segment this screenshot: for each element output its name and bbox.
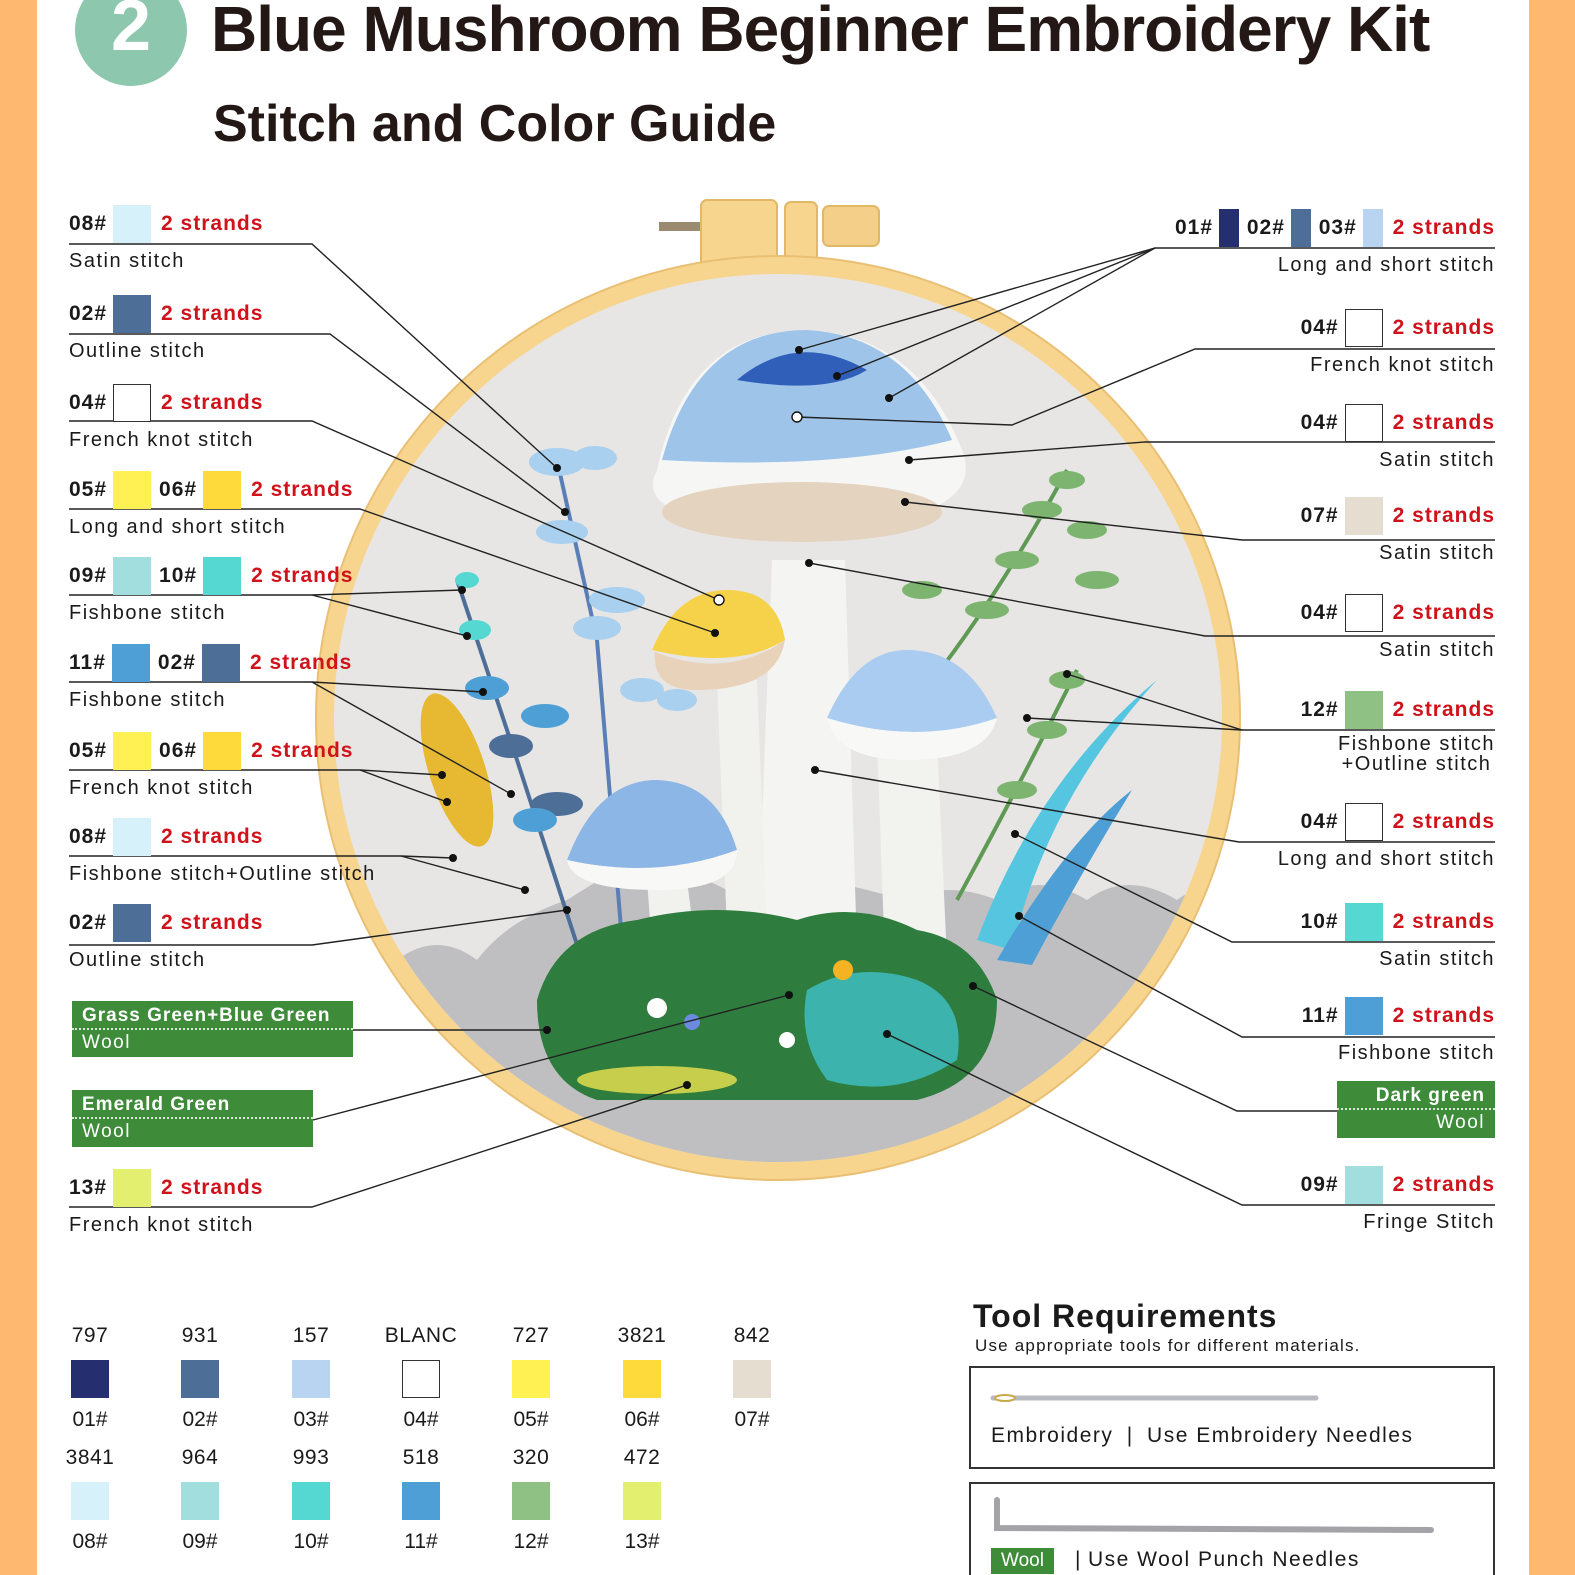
color-swatch xyxy=(203,557,241,595)
page-title: Blue Mushroom Beginner Embroidery Kit xyxy=(211,0,1430,65)
tool-wool-desc: Use Wool Punch Needles xyxy=(1087,1548,1360,1571)
color-swatch xyxy=(1345,1166,1383,1204)
color-swatch xyxy=(1345,497,1383,535)
stitch-label xyxy=(1175,593,1495,663)
guide-sheet xyxy=(37,0,1529,1575)
dmc-number: BLANC xyxy=(384,1324,458,1347)
color-swatch xyxy=(1345,404,1383,442)
stitch-label xyxy=(1175,802,1495,872)
strands-count: 2 strands xyxy=(251,739,354,762)
palette-code: 10# xyxy=(293,1530,329,1553)
dmc-number: 472 xyxy=(623,1446,661,1469)
stitch-label xyxy=(1175,996,1495,1066)
thread-code: 02# xyxy=(69,302,108,325)
stitch-name: Fishbone stitch+Outline stitch xyxy=(69,863,376,885)
stitch-name: Satin stitch xyxy=(1379,449,1495,471)
dmc-number: 931 xyxy=(181,1324,219,1347)
thread-code: 04# xyxy=(1300,810,1339,833)
thread-code: 10# xyxy=(159,564,198,587)
tool-embroidery-box: Embroidery | Use Embroidery Needles xyxy=(969,1366,1495,1469)
strands-count: 2 strands xyxy=(161,212,264,235)
palette-code: 03# xyxy=(293,1408,329,1431)
palette-cell xyxy=(50,1324,130,1432)
color-swatch xyxy=(203,471,241,509)
thread-code: 09# xyxy=(1300,1173,1339,1196)
palette-chip xyxy=(71,1360,109,1398)
thread-row xyxy=(1175,308,1495,348)
stitch-name: Long and short stitch xyxy=(1277,848,1495,870)
strands-count: 2 strands xyxy=(1392,1004,1495,1027)
color-swatch xyxy=(1363,209,1383,247)
stitch-label xyxy=(69,903,389,973)
dmc-number: 993 xyxy=(292,1446,330,1469)
color-swatch xyxy=(1291,209,1311,247)
dmc-number: 842 xyxy=(733,1324,771,1347)
wool-box-grass-green xyxy=(72,1001,353,1057)
palette-chip xyxy=(181,1360,219,1398)
color-swatch xyxy=(113,384,151,422)
strands-count: 2 strands xyxy=(1392,910,1495,933)
thread-row xyxy=(1175,403,1495,443)
palette-cell xyxy=(602,1446,682,1554)
thread-row xyxy=(1175,996,1495,1036)
thread-code: 04# xyxy=(69,391,108,414)
color-swatch xyxy=(1345,691,1383,729)
thread-code: 12# xyxy=(1300,698,1339,721)
palette-chip xyxy=(402,1482,440,1520)
stitch-label xyxy=(1175,1165,1495,1235)
palette-code: 11# xyxy=(404,1530,438,1553)
strands-count: 2 strands xyxy=(1392,810,1495,833)
strands-count: 2 strands xyxy=(251,478,354,501)
thread-code: 01# xyxy=(1175,216,1214,239)
palette-chip xyxy=(623,1360,661,1398)
strands-count: 2 strands xyxy=(161,1176,264,1199)
color-swatch xyxy=(113,732,151,770)
stitch-name: Fishbone stitch xyxy=(1337,733,1495,755)
thread-row xyxy=(1175,1165,1495,1205)
palette-chip xyxy=(512,1482,550,1520)
stitch-label xyxy=(69,1168,389,1238)
color-swatch xyxy=(113,1169,151,1207)
palette-chip xyxy=(71,1482,109,1520)
stitch-label xyxy=(69,383,389,453)
palette-cell xyxy=(160,1324,240,1432)
embroidery-needle-icon xyxy=(971,1368,1493,1428)
wool-name: Grass Green+Blue Green xyxy=(72,1001,353,1030)
stitch-name: Satin stitch xyxy=(1379,639,1495,661)
palette-cell xyxy=(712,1324,792,1432)
stitch-label xyxy=(69,470,389,540)
stitch-name: French knot stitch xyxy=(69,429,254,451)
stitch-label xyxy=(69,817,389,887)
tool-wool-label: Wool xyxy=(991,1548,1054,1574)
stitch-name: French knot stitch xyxy=(1310,354,1495,376)
dmc-number: 518 xyxy=(402,1446,440,1469)
thread-code: 05# xyxy=(69,739,108,762)
palette-code: 09# xyxy=(182,1530,218,1553)
thread-code: 04# xyxy=(1300,601,1339,624)
palette-code: 13# xyxy=(624,1530,660,1553)
thread-code: 06# xyxy=(159,739,198,762)
palette-cell xyxy=(381,1324,461,1432)
strands-count: 2 strands xyxy=(249,651,353,674)
stitch-label xyxy=(1175,902,1495,972)
thread-row xyxy=(69,294,389,334)
thread-code: 06# xyxy=(159,478,198,501)
wool-name: Emerald Green xyxy=(72,1090,313,1119)
step-number-badge: 2 xyxy=(75,0,187,86)
thread-code: 11# xyxy=(1301,1004,1339,1027)
color-swatch xyxy=(1345,903,1383,941)
stitch-name: Outline stitch xyxy=(69,340,206,362)
thread-row xyxy=(69,383,389,423)
stitch-name: Satin stitch xyxy=(1379,948,1495,970)
stitch-label xyxy=(69,643,389,713)
strands-count: 2 strands xyxy=(161,391,264,414)
color-swatch xyxy=(113,471,151,509)
stitch-label xyxy=(1175,308,1495,378)
color-swatch xyxy=(202,644,240,682)
wool-type: Wool xyxy=(1436,1112,1485,1133)
stitch-label xyxy=(1175,403,1495,473)
wool-box-emerald-green xyxy=(72,1090,313,1147)
thread-row xyxy=(1175,208,1495,248)
thread-code: 09# xyxy=(69,564,108,587)
palette-chip xyxy=(292,1482,330,1520)
color-swatch xyxy=(1345,594,1383,632)
palette-cell xyxy=(491,1324,571,1432)
thread-code: 13# xyxy=(69,1176,108,1199)
page-subtitle: Stitch and Color Guide xyxy=(213,95,777,153)
wool-type: Wool xyxy=(82,1121,131,1142)
stitch-name: Long and short stitch xyxy=(1277,254,1495,276)
strands-count: 2 strands xyxy=(1392,216,1495,239)
palette-cell xyxy=(271,1446,351,1554)
palette-chip xyxy=(402,1360,440,1398)
stitch-label xyxy=(69,556,389,626)
palette-code: 08# xyxy=(72,1530,108,1553)
dmc-number: 320 xyxy=(512,1446,550,1469)
thread-row xyxy=(1175,690,1495,730)
thread-code: 02# xyxy=(1246,216,1285,239)
thread-row xyxy=(69,556,389,596)
tool-requirements-subtitle: Use appropriate tools for different materials. xyxy=(975,1336,1361,1355)
thread-code: 08# xyxy=(69,212,108,235)
palette-code: 01# xyxy=(72,1408,108,1431)
dmc-number: 964 xyxy=(181,1446,219,1469)
stitch-name: Fishbone stitch xyxy=(69,602,227,624)
tool-embroidery-desc: Use Embroidery Needles xyxy=(1147,1424,1414,1447)
palette-code: 12# xyxy=(513,1530,549,1553)
palette-chip xyxy=(181,1482,219,1520)
thread-code: 11# xyxy=(69,651,106,674)
strands-count: 2 strands xyxy=(1392,1173,1495,1196)
palette-code: 02# xyxy=(182,1408,218,1431)
palette-cell xyxy=(602,1324,682,1432)
strands-count: 2 strands xyxy=(1392,316,1495,339)
thread-code: 05# xyxy=(69,478,108,501)
stitch-name: Fishbone stitch xyxy=(1337,1042,1495,1064)
color-swatch xyxy=(113,557,151,595)
stitch-name: Outline stitch xyxy=(69,949,206,971)
thread-code: 10# xyxy=(1300,910,1339,933)
strands-count: 2 strands xyxy=(1392,411,1495,434)
strands-count: 2 strands xyxy=(1392,504,1495,527)
color-swatch xyxy=(1345,309,1383,347)
wool-box-dark-green xyxy=(1337,1081,1495,1138)
thread-row xyxy=(69,903,389,943)
stitch-label xyxy=(69,731,389,801)
thread-code: 04# xyxy=(1300,316,1339,339)
stitch-name: Fringe Stitch xyxy=(1363,1211,1495,1233)
palette-cell xyxy=(160,1446,240,1554)
stitch-name: Satin stitch xyxy=(69,250,185,272)
thread-row xyxy=(1175,496,1495,536)
palette-code: 07# xyxy=(734,1408,770,1431)
dmc-number: 797 xyxy=(71,1324,109,1347)
stitch-label xyxy=(69,204,389,274)
thread-row xyxy=(69,1168,389,1208)
palette-code: 04# xyxy=(403,1408,439,1431)
dmc-number: 3821 xyxy=(617,1324,667,1347)
color-swatch xyxy=(113,904,151,942)
tool-wool-box: Wool | Use Wool Punch Needles xyxy=(969,1482,1495,1575)
palette-code: 05# xyxy=(513,1408,549,1431)
stitch-label xyxy=(69,294,389,364)
palette-chip xyxy=(623,1482,661,1520)
wool-type: Wool xyxy=(82,1032,131,1053)
stitch-name: Fishbone stitch xyxy=(69,689,227,711)
thread-row xyxy=(69,204,389,244)
thread-code: 02# xyxy=(157,651,196,674)
thread-row xyxy=(1175,802,1495,842)
palette-cell xyxy=(50,1446,130,1554)
thread-code: 03# xyxy=(1318,216,1357,239)
color-swatch xyxy=(1345,803,1383,841)
stitch-label xyxy=(1175,690,1495,775)
palette-cell xyxy=(491,1446,571,1554)
strands-count: 2 strands xyxy=(1392,698,1495,721)
wool-name: Dark green xyxy=(1337,1081,1495,1110)
stitch-name: Satin stitch xyxy=(1379,542,1495,564)
palette-chip xyxy=(292,1360,330,1398)
strands-count: 2 strands xyxy=(161,911,264,934)
dmc-number: 3841 xyxy=(65,1446,115,1469)
thread-row xyxy=(1175,593,1495,633)
stitch-label xyxy=(1175,208,1495,278)
stitch-name: French knot stitch xyxy=(69,777,254,799)
thread-row xyxy=(1175,902,1495,942)
strands-count: 2 strands xyxy=(161,825,264,848)
stitch-label xyxy=(1175,496,1495,566)
strands-count: 2 strands xyxy=(1392,601,1495,624)
palette-cell xyxy=(381,1446,461,1554)
thread-row xyxy=(69,731,389,771)
palette-chip xyxy=(512,1360,550,1398)
color-swatch xyxy=(113,818,151,856)
tool-requirements-title: Tool Requirements xyxy=(973,1298,1278,1334)
dmc-number: 157 xyxy=(292,1324,330,1347)
thread-code: 08# xyxy=(69,825,108,848)
stitch-name: French knot stitch xyxy=(69,1214,254,1236)
stitch-name: Long and short stitch xyxy=(69,516,287,538)
color-swatch xyxy=(1345,997,1383,1035)
thread-code: 07# xyxy=(1300,504,1339,527)
stitch-name-line2: +Outline stitch xyxy=(1341,753,1492,775)
color-swatch xyxy=(203,732,241,770)
thread-code: 02# xyxy=(69,911,108,934)
strands-count: 2 strands xyxy=(251,564,354,587)
palette-cell xyxy=(271,1324,351,1432)
color-swatch xyxy=(113,205,151,243)
thread-row xyxy=(69,470,389,510)
dmc-number: 727 xyxy=(512,1324,550,1347)
tool-embroidery-label: Embroidery xyxy=(991,1424,1114,1447)
thread-row xyxy=(69,643,389,683)
color-swatch xyxy=(113,295,151,333)
color-swatch xyxy=(112,644,150,682)
color-swatch xyxy=(1219,209,1239,247)
palette-code: 06# xyxy=(624,1408,660,1431)
palette-chip xyxy=(733,1360,771,1398)
strands-count: 2 strands xyxy=(161,302,264,325)
punch-needle-icon xyxy=(971,1484,1493,1544)
thread-row xyxy=(69,817,389,857)
thread-code: 04# xyxy=(1300,411,1339,434)
